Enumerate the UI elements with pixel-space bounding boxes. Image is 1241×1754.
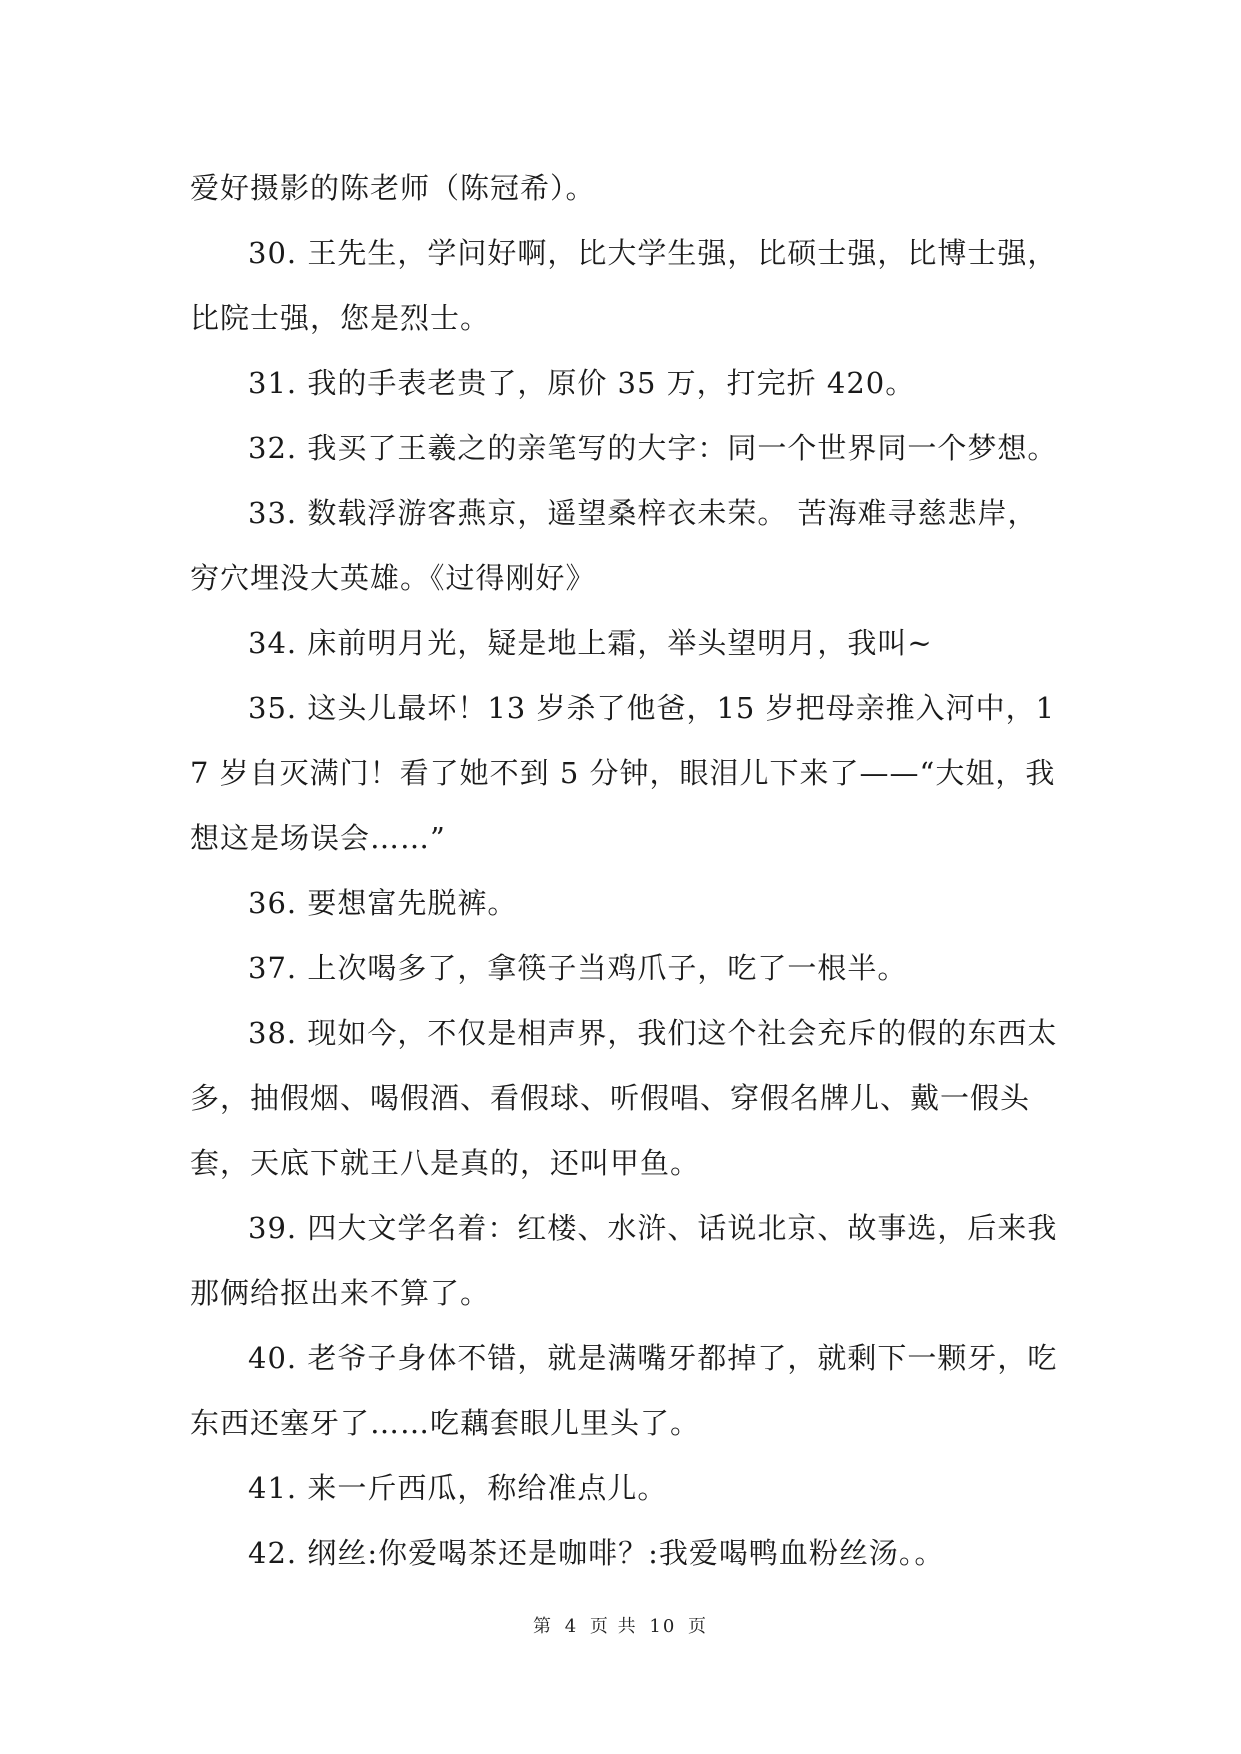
footer-suffix: 页 bbox=[688, 1616, 709, 1637]
paragraph: 33. 数载浮游客燕京，遥望桑梓衣未荣。 苦海难寻慈悲岸，穷穴埋没大英雄。《过得刚好》 bbox=[190, 496, 1038, 595]
paragraph: 爱好摄影的陈老师（陈冠希）。 bbox=[190, 171, 596, 205]
paragraph: 39. 四大文学名着：红楼、水浒、话说北京、故事选，后来我那俩给抠出来不算了。 bbox=[190, 1211, 1058, 1310]
paragraph: 32. 我买了王羲之的亲笔写的大字：同一个世界同一个梦想。 bbox=[248, 431, 1058, 465]
paragraph: 42. 纲丝:你爱喝茶还是咖啡？:我爱喝鸭血粉丝汤。。 bbox=[248, 1536, 945, 1570]
paragraph: 31. 我的手表老贵了，原价 35 万，打完折 420。 bbox=[248, 366, 916, 400]
paragraph: 34. 床前明月光，疑是地上霜，举头望明月，我叫~ bbox=[248, 626, 933, 660]
footer-page-number: 4 bbox=[564, 1616, 579, 1637]
paragraph: 38. 现如今，不仅是相声界，我们这个社会充斥的假的东西太多，抽假烟、喝假酒、看假球、听假唱、穿假名牌儿、戴一假头套，天底下就王八是真的，还叫甲鱼。 bbox=[190, 1016, 1058, 1180]
paragraph: 30. 王先生，学问好啊，比大学生强，比硕士强，比博士强，比院士强，您是烈士。 bbox=[190, 236, 1058, 335]
paragraph: 41. 来一斤西瓜，称给准点儿。 bbox=[248, 1471, 668, 1505]
paragraph: 36. 要想富先脱裤。 bbox=[248, 886, 518, 920]
footer-mid: 页 共 bbox=[589, 1616, 638, 1637]
paragraph: 37. 上次喝多了，拿筷子当鸡爪子，吃了一根半。 bbox=[248, 951, 908, 985]
document-body bbox=[190, 156, 1060, 1586]
paragraph: 35. 这头儿最坏！13 岁杀了他爸，15 岁把母亲推入河中，17 岁自灭满门！看了她不到 5 分钟，眼泪儿下来了——“大姐，我想这是场误会……” bbox=[190, 691, 1056, 855]
paragraph: 40. 老爷子身体不错，就是满嘴牙都掉了，就剩下一颗牙，吃东西还塞牙了……吃藕套眼儿里头了。 bbox=[190, 1341, 1058, 1440]
footer-prefix: 第 bbox=[532, 1616, 553, 1637]
footer-total-pages: 10 bbox=[649, 1616, 677, 1637]
page-footer bbox=[0, 1612, 1241, 1638]
